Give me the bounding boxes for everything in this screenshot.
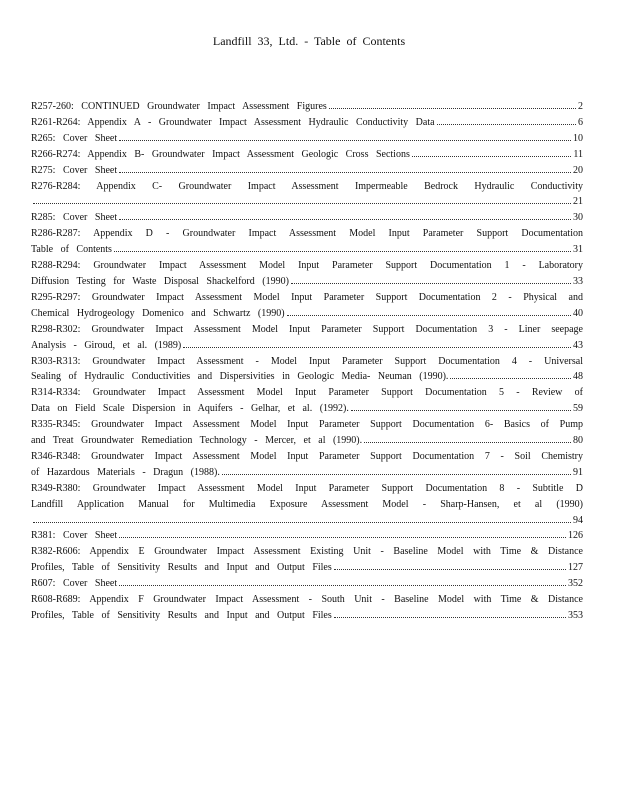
toc-entry-text: of Hazardous Materials - Dragun (1988). [31, 466, 220, 478]
toc-entry-text: Profiles, Table of Sensitivity Results and Input and Output Files [31, 562, 332, 574]
page-number: 126 [568, 530, 583, 542]
toc-entry-text: R276-R284: Appendix C- Groundwater Impact Assessment Impermeable Bedrock Hydraulic Conductivity [31, 180, 583, 192]
page-number: 94 [573, 514, 583, 526]
page-number: 6 [578, 116, 583, 128]
toc-entry [31, 99, 583, 115]
page-number: 352 [568, 578, 583, 590]
toc-entry-text: R381: Cover Sheet [31, 530, 118, 542]
toc-entry [31, 258, 583, 290]
page-number: 2 [578, 101, 583, 112]
page-number: 353 [568, 610, 583, 621]
dot-leader [33, 514, 571, 523]
dot-leader [334, 610, 566, 619]
toc-entry-text: R288-R294: Groundwater Impact Assessment Model Input Parameter Support Documentation 1 - Laboratory [31, 260, 583, 272]
page-number: 127 [568, 562, 583, 574]
toc-entry-text: Analysis - Giroud, et al. (1989) [31, 339, 182, 351]
dot-leader [119, 212, 571, 221]
dot-leader [287, 307, 571, 316]
page-number: 43 [573, 339, 583, 351]
toc-entry [31, 179, 583, 211]
toc-entry [31, 528, 583, 544]
toc-entry-text: Landfill Application Manual for Multimedia Exposure Assessment Model - Sharp-Hansen, et al (1990) [31, 498, 583, 510]
page-number: 40 [573, 307, 583, 319]
dot-leader [119, 132, 571, 141]
toc-entry-text: Chemical Hydrogeology Domenico and Schwartz (1990) [31, 307, 285, 319]
page-number: 31 [573, 244, 583, 256]
toc-entry-text: R295-R297: Groundwater Impact Assessment Model Input Parameter Support Documentation 2 - Physical and [31, 291, 583, 303]
toc-entry [31, 481, 583, 529]
toc-entry-text: R346-R348: Groundwater Impact Assessment Model Input Parameter Support Documentation 7 - Soil Chemistry [31, 450, 583, 462]
toc-entry [31, 210, 583, 226]
toc-entry-text: R608-R689: Appendix F Groundwater Impact Assessment - South Unit - Baseline Model with Time & Distance [31, 594, 583, 606]
page-number: 59 [573, 403, 583, 415]
toc-entry [31, 592, 583, 624]
dot-leader [412, 148, 572, 157]
dot-leader [114, 244, 571, 253]
toc-entry-text: and Treat Groundwater Remediation Technology - Mercer, et al (1990). [31, 435, 363, 447]
toc-entry-text: R314-R334: Groundwater Impact Assessment Model Input Parameter Support Documentation 5 - Review of [31, 387, 583, 399]
toc-entry [31, 147, 583, 163]
toc-entry-text: R265: Cover Sheet [31, 132, 118, 144]
dot-leader [119, 578, 566, 587]
page-number: 48 [573, 371, 583, 383]
toc-entry [31, 417, 583, 449]
toc-entry [31, 226, 583, 258]
toc-entry [31, 322, 583, 354]
table-of-contents [31, 99, 583, 624]
dot-leader [183, 339, 571, 348]
dot-leader [351, 403, 571, 412]
dot-leader [291, 275, 571, 284]
toc-entry [31, 354, 583, 386]
toc-entry-text: Sealing of Hydraulic Conductivities and Dispersivities in Geologic Media- Neuman (1990). [31, 371, 449, 383]
page-number: 21 [573, 196, 583, 208]
toc-entry [31, 544, 583, 576]
page-number: 20 [573, 164, 583, 176]
toc-entry-text: R286-R287: Appendix D - Groundwater Impact Assessment Model Input Parameter Support Documentation [31, 228, 583, 240]
toc-entry-text: R303-R313: Groundwater Impact Assessment - Model Input Parameter Support Documentation 4 - Universal [31, 355, 583, 367]
toc-entry [31, 131, 583, 147]
page-number: 80 [573, 435, 583, 447]
page-title: Landfill 33, Ltd. - Table of Contents [212, 34, 406, 48]
dot-leader [450, 371, 571, 380]
toc-entry [31, 290, 583, 322]
toc-entry-text: R275: Cover Sheet [31, 164, 118, 176]
dot-leader [222, 466, 571, 475]
toc-entry-text: R607: Cover Sheet [31, 578, 118, 590]
dot-leader [334, 562, 566, 571]
dot-leader [33, 196, 571, 205]
toc-entry-text: R285: Cover Sheet [31, 212, 118, 224]
toc-entry [31, 576, 583, 592]
toc-entry-text: R266-R274: Appendix B- Groundwater Impact Assessment Geologic Cross Sections [31, 148, 410, 160]
toc-entry [31, 115, 583, 131]
toc-entry-text: Profiles, Table of Sensitivity Results and Input and Output Files [31, 610, 332, 621]
toc-entry-text: R349-R380: Groundwater Impact Assessment Model Input Parameter Support Documentation 8 - Subtitle D [31, 482, 583, 494]
page-number: 10 [573, 132, 583, 144]
toc-entry-text: Diffusion Testing for Waste Disposal Shackelford (1990) [31, 275, 289, 287]
toc-entry-text: Table of Contents [31, 244, 112, 256]
toc-entry-text: R298-R302: Groundwater Impact Assessment Model Input Parameter Support Documentation 3 - Liner seepage [31, 323, 583, 335]
dot-leader [437, 116, 576, 125]
dot-leader [119, 530, 566, 539]
toc-entry-text: R382-R606: Appendix E Groundwater Impact Assessment Existing Unit - Baseline Model with Time & Distance [31, 546, 583, 558]
toc-entry-text: R261-R264: Appendix A - Groundwater Impact Assessment Hydraulic Conductivity Data [31, 116, 435, 128]
page-number: 30 [573, 212, 583, 224]
dot-leader [329, 101, 576, 110]
toc-entry-text: R257-260: CONTINUED Groundwater Impact Assessment Figures [31, 101, 327, 112]
dot-leader [364, 435, 571, 444]
dot-leader [119, 164, 571, 173]
toc-entry [31, 163, 583, 179]
toc-entry [31, 449, 583, 481]
page-number: 91 [573, 466, 583, 478]
page-number: 33 [573, 275, 583, 287]
page-number: 11 [573, 148, 583, 160]
toc-entry-text: R335-R345: Groundwater Impact Assessment Model Input Parameter Support Documentation 6- Basics of Pump [31, 419, 583, 431]
toc-entry-text: Data on Field Scale Dispersion in Aquifers - Gelhar, et al. (1992). [31, 403, 349, 415]
toc-entry [31, 385, 583, 417]
